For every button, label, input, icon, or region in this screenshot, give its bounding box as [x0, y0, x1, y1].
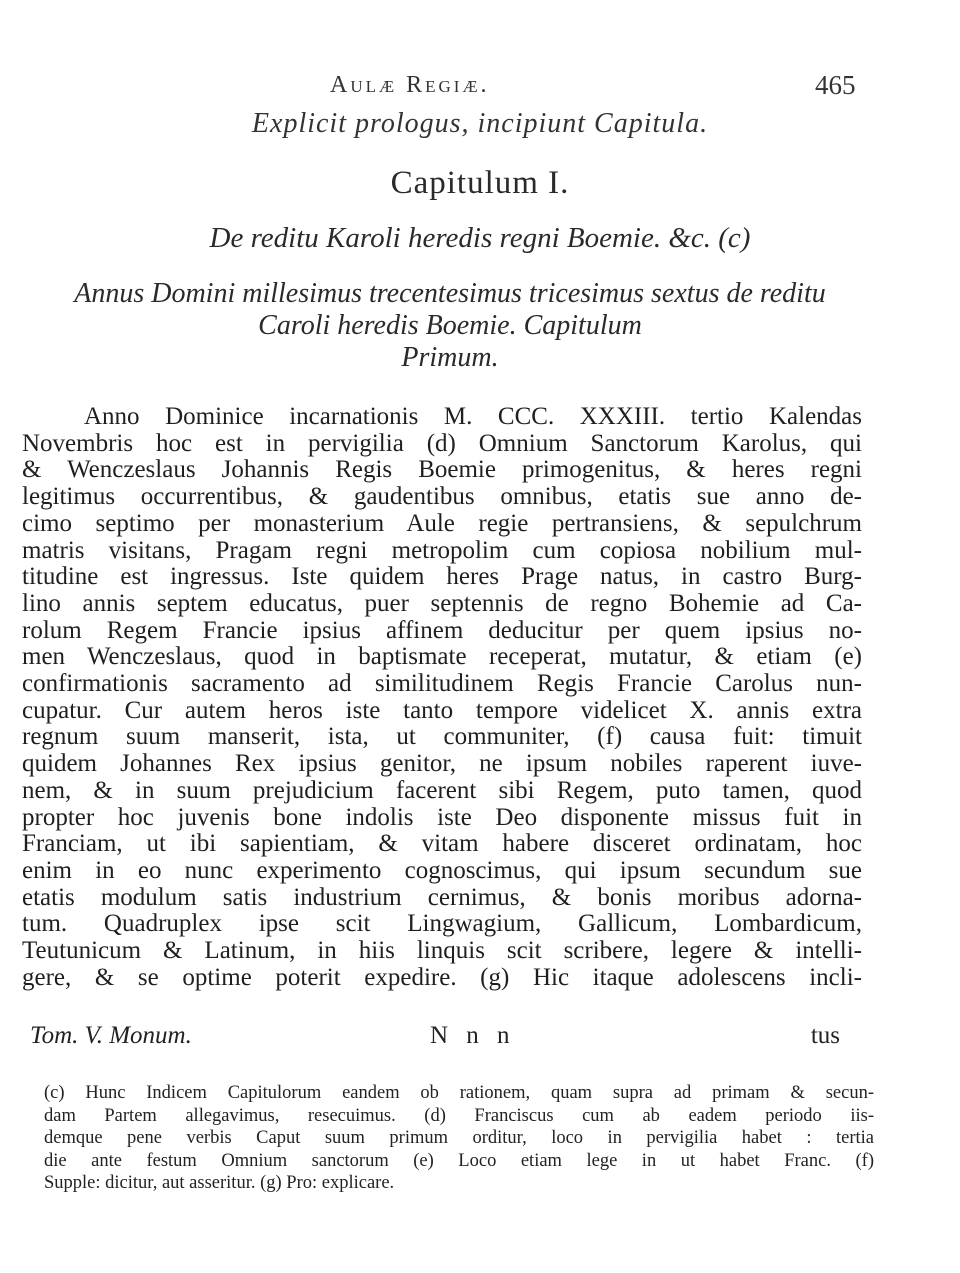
body-line: legitimus occurrentibus, & gaudentibus omnibus, etatis sue anno de-: [22, 483, 862, 511]
chapter-rubric: [55, 278, 845, 374]
body-line: lino annis septem educatus, puer septennis de regno Bohemie ad Ca-: [22, 589, 862, 617]
footnotes: [44, 1082, 874, 1195]
running-title: Aulæ Regiæ.: [330, 72, 490, 98]
body-line: Anno Dominice incarnationis M. CCC. XXXIII. tertio Kalendas: [84, 403, 862, 430]
body-line: matris visitans, Pragam regni metropolim cum copiosa nobilium mul-: [22, 536, 862, 564]
explicit-line: Explicit prologus, incipiunt Capitula.: [251, 108, 709, 139]
footnote-line: demque pene verbis Caput suum primum orditur, loco in pervigilia habet : tertia: [44, 1128, 874, 1148]
body-line: tum. Quadruplex ipse scit Lingwagium, Gallicum, Lombardicum,: [22, 910, 862, 938]
body-line: men Wenczeslaus, quod in baptismate receperat, mutatur, & etiam (e): [22, 643, 862, 671]
running-head: [0, 70, 960, 110]
body-line: quidem Johannes Rex ipsius genitor, ne ipsum nobiles raperent iuve-: [22, 750, 862, 778]
rubric-line: Annus Domini millesimus trecentesimus tricesimus sextus de reditu: [74, 278, 826, 309]
body-line: enim in eo nunc experimento cognoscimus, qui ipsum secundum sue: [22, 856, 862, 884]
body-line: regnum suum manserit, ista, ut communiter, (f) causa fuit: timuit: [22, 723, 862, 751]
body-line: rolum Regem Francie ipsius affinem deducitur per quem ipsius no-: [22, 616, 862, 644]
signature-line: [30, 1022, 840, 1056]
body-line: nem, & in suum prejudicium facerent sibi Regem, puto tamen, quod: [22, 776, 862, 804]
body-text: [22, 404, 862, 991]
body-line: cupatur. Cur autem heros iste tanto tempore videlicet X. annis extra: [22, 696, 862, 724]
body-line: Teutunicum & Latinum, in hiis linquis scit scribere, legere & intelli-: [22, 937, 862, 965]
signature-mark: N n n: [430, 1022, 516, 1049]
body-line: Franciam, ut ibi sapientiam, & vitam habere disceret ordinatam, hoc: [22, 830, 862, 858]
chapter-title: Capitulum I.: [390, 165, 570, 201]
body-line: Novembris hoc est in pervigilia (d) Omnium Sanctorum Karolus, qui: [22, 429, 862, 457]
body-line: confirmationis sacramento ad similitudinem Regis Francie Carolus nun-: [22, 670, 862, 698]
body-line: cimo septimo per monasterium Aule regie pertransiens, & sepulchrum: [22, 509, 862, 537]
footnote-line: dam Partem allegavimus, resecuimus. (d) Franciscus cum ab eadem periodo iis-: [44, 1105, 874, 1126]
chapter-subtitle: De reditu Karoli heredis regni Boemie. &c. (c): [209, 222, 751, 254]
body-line: titudine est ingressus. Iste quidem heres Prage natus, in castro Burg-: [22, 563, 862, 591]
footnote-line: Supple: dicitur, aut asseritur. (g) Pro: explicare.: [44, 1173, 395, 1193]
catchword: tus: [810, 1022, 840, 1049]
rubric-line: Primum.: [401, 342, 499, 373]
rubric-line: Caroli heredis Boemie. Capitulum: [258, 310, 642, 341]
body-line: propter hoc juvenis bone indolis iste Deo disponente missus fuit in: [22, 803, 862, 831]
footnote-line: die ante festum Omnium sanctorum (e) Loco etiam lege in ut habet Franc. (f): [44, 1150, 874, 1171]
body-line: gere, & se optime poterit expedire. (g) Hic itaque adolescens incli-: [22, 963, 862, 991]
volume-signature: Tom. V. Monum.: [30, 1022, 192, 1049]
page-number: 465: [815, 70, 856, 100]
footnote-line: (c) Hunc Indicem Capitulorum eandem ob rationem, quam supra ad primam & secun-: [44, 1083, 874, 1103]
body-line: & Wenczeslaus Johannis Regis Boemie primogenitus, & heres regni: [22, 456, 862, 484]
body-line: etatis modulum satis industrium cernimus, & bonis moribus adorna-: [22, 883, 862, 911]
